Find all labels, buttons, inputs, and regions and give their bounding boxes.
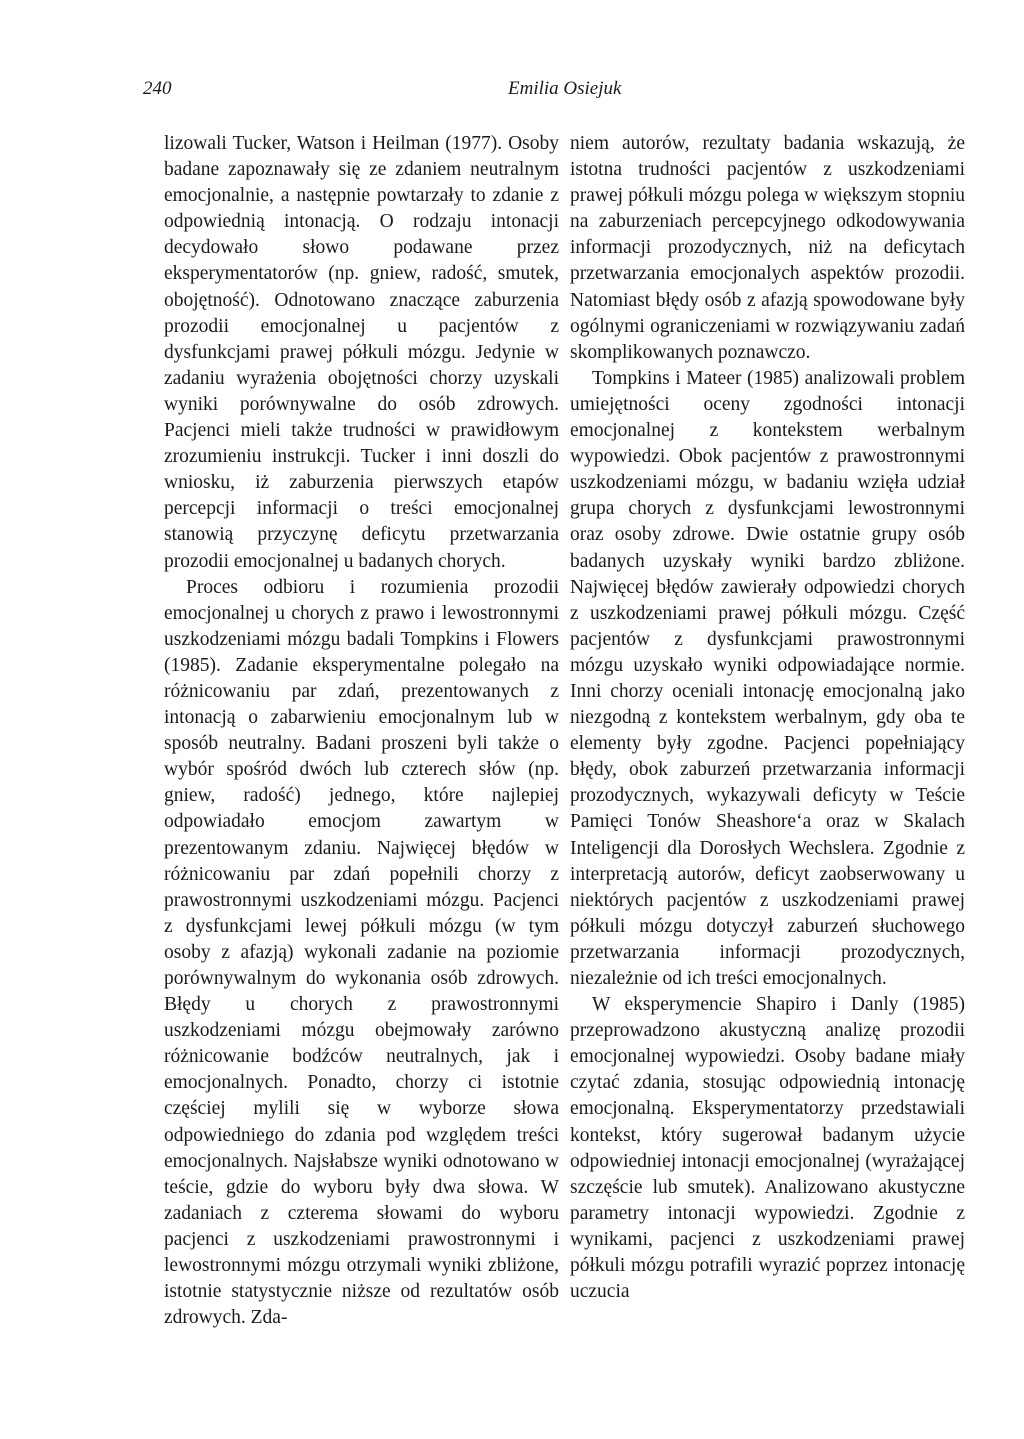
- right-column: [570, 131, 965, 1305]
- paragraph: Tompkins i Mateer (1985) analizowali problem umiejętności oceny zgodności intonacji emocjonalnej z kontekstem werbalnym wypowiedzi. Obok pacjentów z prawostronnymi uszkodzeniami mózgu, w badaniu wzięła udział grupa chorych z dysfunkcjami lewostronnymi oraz osoby zdrowe. Dwie ostatnie grupy osób badanych uzyskały wyniki bardzo zbliżone. Najwięcej błędów zawierały odpowiedzi chorych z uszkodzeniami prawej półkuli mózgu. Część pacjentów z dysfunkcjami prawostronnymi mózgu uzyskało wyniki odpowiadające normie. Inni chorzy oceniali intonację emocjonalną jako niezgodną z kontekstem werbalnym, gdy oba te elementy były zgodne. Pacjenci popełniający błędy, obok zaburzeń przetwarzania informacji prozodycznych, wykazywali deficyty w Teście Pamięci Tonów Sheashore‘a oraz w Skalach Inteligencji dla Dorosłych Wechslera. Zgodnie z interpretacją autorów, deficyt zaobserwowany u niektórych pacjentów z uszkodzeniami prawej półkuli mózgu dotyczył zaburzeń słuchowego przetwarzania informacji prozodycznych, niezależnie od ich treści emocjonalnych.: [570, 367, 965, 989]
- paragraph: W eksperymencie Shapiro i Danly (1985) przeprowadzono akustyczną analizę prozodii emocjonalnej wypowiedzi. Osoby badane miały czytać zdania, stosując odpowiednią intonację emocjonalną. Eksperymentatorzy przedstawiali kontekst, który sugerował badanym użycie odpowiedniej intonacji emocjonalnej (wyrażającej szczęście lub smutek). Analizowano akustyczne parametry intonacji wypowiedzi. Zgodnie z wynikami, pacjenci z uszkodzeniami prawej półkuli mózgu potrafili wyrazić poprzez intonację uczucia: [570, 994, 965, 1303]
- paragraph: lizowali Tucker, Watson i Heilman (1977). Osoby badane zapoznawały się ze zdaniem neutralnym emocjonalnie, a następnie powtarzały to zdanie z odpowiednią intonacją. O rodzaju intonacji decydowało słowo podawane przez eksperymentatorów (np. gniew, radość, smutek, obojętność). Odnotowano znaczące zaburzenia prozodii emocjonalnej u pacjentów z dysfunkcjami prawej półkuli mózgu. Jedynie w zadaniu wyrażenia obojętności chorzy uzyskali wyniki porównywalne do osób zdrowych. Pacjenci mieli także trudności w prawidłowym zrozumieniu instrukcji. Tucker i inni doszli do wniosku, iż zaburzenia pierwszych etapów percepcji informacji o treści emocjonalnej stanowią przyczynę deficytu przetwarzania prozodii emocjonalnej u badanych chorych.: [164, 133, 559, 572]
- left-column: [164, 131, 559, 1331]
- page-number: 240: [143, 78, 172, 99]
- paragraph: niem autorów, rezultaty badania wskazują, że istotna trudności pacjentów z uszkodzeniami prawej półkuli mózgu polega w większym stopniu na zaburzeniach percepcyjnego odkodowywania informacji prozodycznych, niż na deficytach przetwarzania emocjonalych aspektów prozodii. Natomiast błędy osób z afazją spowodowane były ogólnymi ograniczeniami w rozwiązywaniu zadań skomplikowanych poznawczo.: [570, 133, 965, 363]
- paragraph: Proces odbioru i rozumienia prozodii emocjonalnej u chorych z prawo i lewostronnymi uszkodzeniami mózgu badali Tompkins i Flowers (1985). Zadanie eksperymentalne polegało na różnicowaniu par zdań, prezentowanych z intonacją o zabarwieniu emocjonalnym lub w sposób neutralny. Badani proszeni byli także o wybór spośród dwóch lub czterech słów (np. gniew, radość) jednego, które najlepiej odpowiadało emocjom zawartym w prezentowanym zdaniu. Najwięcej błędów w różnicowaniu par zdań popełnili chorzy z prawostronnymi uszkodzeniami mózgu. Pacjenci z dysfunkcjami lewej półkuli mózgu (w tym osoby z afazją) wykonali zadanie na poziomie porównywalnym do wykonania osób zdrowych. Błędy u chorych z prawostronnymi uszkodzeniami mózgu obejmowały zarówno różnicowanie bodźców neutralnych, jak i emocjonalnych. Ponadto, chorzy ci istotnie częściej mylili się w wyborze słowa odpowiedniego do zdania pod względem treści emocjonalnych. Najsłabsze wyniki odnotowano w teście, gdzie do wyboru były dwa słowa. W zadaniach z czterema słowami do wyboru pacjenci z uszkodzeniami prawostronnymi i lewostronnymi mózgu otrzymali wyniki zbliżone, istotnie statystycznie niższe od rezultatów osób zdrowych. Zda-: [164, 576, 559, 1329]
- running-head: Emilia Osiejuk: [508, 78, 622, 99]
